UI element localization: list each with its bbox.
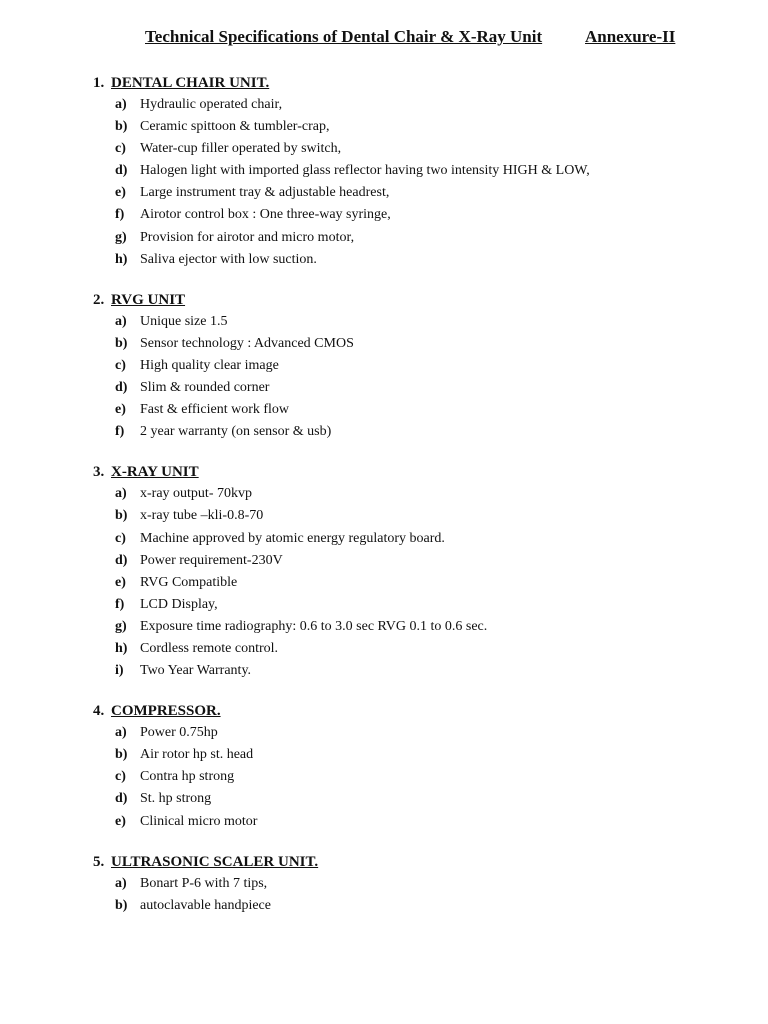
item-letter: i): [115, 663, 124, 679]
list-item: [93, 744, 733, 766]
item-text: Airotor control box : One three-way syringe,: [140, 207, 391, 223]
section-heading: [93, 289, 733, 311]
item-text: Halogen light with imported glass reflector having two intensity HIGH & LOW,: [140, 163, 590, 179]
list-item: [93, 722, 733, 744]
list-item: [93, 572, 733, 594]
item-text: autoclavable handpiece: [140, 897, 271, 913]
item-letter: d): [115, 380, 128, 396]
item-letter: b): [115, 747, 128, 763]
section-title: DENTAL CHAIR UNIT.: [111, 75, 270, 91]
item-letter: h): [115, 251, 128, 267]
section-compressor: [93, 700, 733, 832]
item-text: Two Year Warranty.: [140, 663, 252, 679]
list-item: [93, 616, 733, 638]
page-title: Technical Specifications of Dental Chair & X-Ray Unit: [145, 27, 543, 46]
section-title: ULTRASONIC SCALER UNIT.: [111, 853, 319, 870]
spec-list: [93, 72, 733, 935]
item-letter: e): [115, 813, 126, 829]
list-item: [93, 594, 733, 616]
item-text: Bonart P-6 with 7 tips,: [140, 875, 268, 891]
list-item: [93, 333, 733, 355]
item-letter: d): [115, 791, 128, 807]
item-letter: e): [115, 402, 126, 418]
item-text: LCD Display,: [140, 596, 218, 612]
item-letter: f): [115, 207, 125, 223]
item-text: Machine approved by atomic energy regulatory board.: [140, 530, 445, 546]
item-letter: a): [115, 97, 127, 112]
item-text: x-ray tube –kli-0.8-70: [140, 508, 264, 524]
item-text: Ceramic spittoon & tumbler-crap,: [140, 119, 330, 135]
item-letter: c): [115, 357, 126, 373]
item-letter: a): [115, 486, 127, 502]
item-letter: g): [115, 618, 127, 634]
item-letter: c): [115, 530, 126, 546]
item-letter: b): [115, 897, 128, 913]
item-letter: a): [115, 875, 127, 891]
item-text: Power 0.75hp: [140, 725, 218, 741]
list-item: [93, 528, 733, 550]
item-text: Saliva ejector with low suction.: [140, 251, 317, 267]
item-text: RVG Compatible: [140, 574, 238, 590]
item-letter: a): [115, 725, 127, 741]
item-text: Hydraulic operated chair,: [140, 97, 283, 112]
section-number: 1.: [93, 75, 105, 91]
list-item: [93, 483, 733, 505]
item-letter: h): [115, 640, 128, 656]
item-letter: e): [115, 185, 126, 201]
list-item: [93, 355, 733, 377]
list-item: [93, 182, 733, 204]
list-item: [93, 249, 733, 271]
section-number: 4.: [93, 703, 105, 720]
item-letter: d): [115, 552, 128, 568]
section-ultrasonic-scaler-unit: [93, 851, 733, 917]
item-text: 2 year warranty (on sensor & usb): [140, 424, 332, 440]
list-item: [93, 227, 733, 249]
item-letter: e): [115, 574, 126, 590]
item-letter: f): [115, 424, 125, 440]
list-item: [93, 895, 733, 917]
list-item: [93, 138, 733, 160]
list-item: [93, 311, 733, 333]
section-x-ray-unit: [93, 461, 733, 682]
section-heading: [93, 851, 733, 873]
item-text: Provision for airotor and micro motor,: [140, 229, 355, 245]
item-letter: d): [115, 163, 128, 179]
list-item: [93, 421, 733, 443]
item-letter: b): [115, 508, 128, 524]
annexure-label: Annexure-II: [585, 27, 676, 46]
list-item: [93, 399, 733, 421]
item-text: Cordless remote control.: [140, 640, 279, 656]
item-letter: f): [115, 596, 125, 612]
list-item: [93, 160, 733, 182]
item-text: High quality clear image: [140, 357, 279, 373]
item-letter: c): [115, 769, 126, 785]
item-text: Fast & efficient work flow: [140, 402, 290, 418]
section-heading: [93, 700, 733, 722]
item-letter: b): [115, 119, 128, 135]
section-dental-chair-unit: [93, 72, 733, 271]
item-letter: b): [115, 335, 128, 351]
item-text: Water-cup filler operated by switch,: [140, 141, 342, 157]
section-title: X-RAY UNIT: [111, 464, 199, 481]
section-rvg-unit: [93, 289, 733, 444]
item-text: Large instrument tray & adjustable headrest,: [140, 185, 390, 201]
list-item: [93, 116, 733, 138]
list-item: [93, 550, 733, 572]
section-number: 3.: [93, 464, 105, 481]
section-title: COMPRESSOR.: [111, 703, 221, 720]
section-number: 2.: [93, 291, 105, 308]
list-item: [93, 505, 733, 527]
list-item: [93, 811, 733, 833]
item-letter: a): [115, 313, 127, 329]
item-text: Sensor technology : Advanced CMOS: [140, 335, 354, 351]
section-heading: [93, 461, 733, 483]
list-item: [93, 660, 733, 682]
item-letter: g): [115, 229, 127, 245]
item-text: Unique size 1.5: [140, 313, 228, 329]
list-item: [93, 788, 733, 810]
page-header: [145, 27, 685, 51]
list-item: [93, 94, 733, 116]
section-number: 5.: [93, 853, 105, 870]
item-text: Contra hp strong: [140, 769, 235, 785]
list-item: [93, 638, 733, 660]
list-item: [93, 766, 733, 788]
item-text: Clinical micro motor: [140, 813, 258, 829]
list-item: [93, 204, 733, 226]
item-text: x-ray output- 70kvp: [140, 486, 252, 502]
item-text: Exposure time radiography: 0.6 to 3.0 sec RVG 0.1 to 0.6 sec.: [140, 618, 488, 634]
item-letter: c): [115, 141, 126, 157]
section-heading: [93, 72, 733, 94]
list-item: [93, 377, 733, 399]
list-item: [93, 873, 733, 895]
item-text: Power requirement-230V: [140, 552, 283, 568]
section-title: RVG UNIT: [111, 291, 186, 308]
item-text: Air rotor hp st. head: [140, 747, 254, 763]
item-text: Slim & rounded corner: [140, 380, 270, 396]
item-text: St. hp strong: [140, 791, 212, 807]
